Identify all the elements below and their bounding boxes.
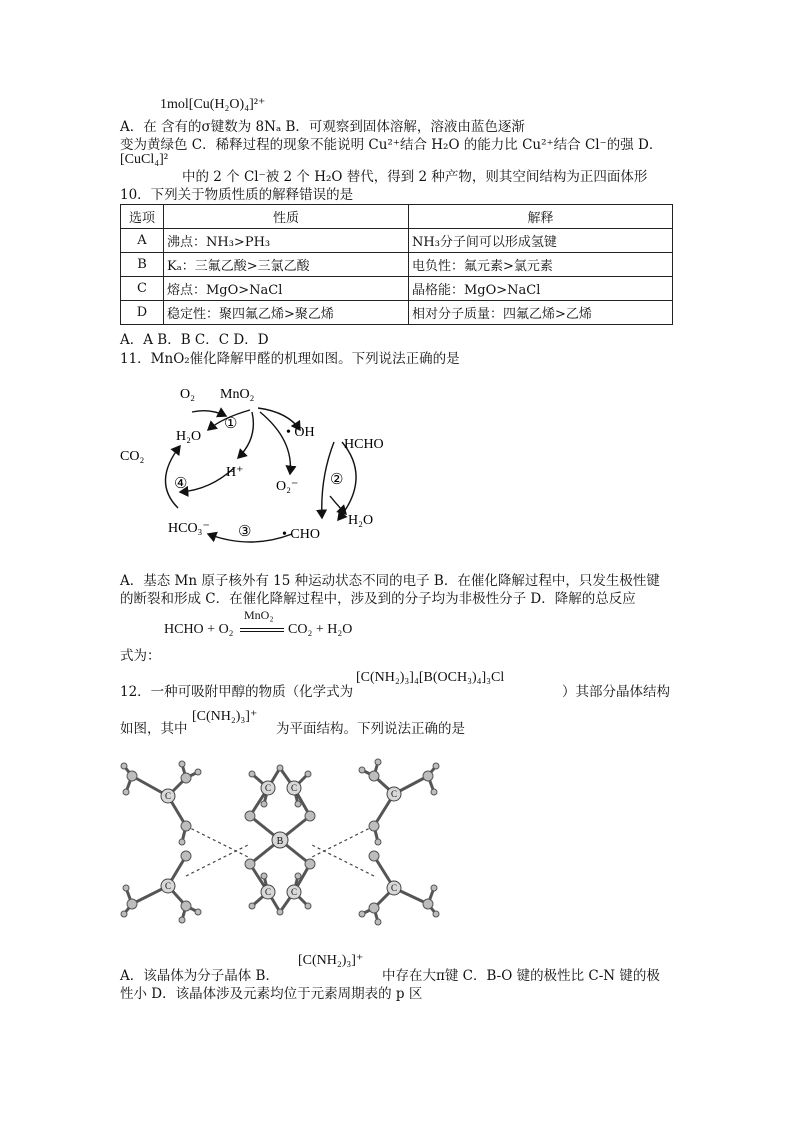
q12-formula-ion: [C(NH₂)₃]⁺ [192,709,258,724]
atom-c-label: C [290,887,298,897]
atom-c-label: C [290,783,298,793]
cell-property: 熔点：MgO>NaCl [164,277,409,301]
arrow-to-o2minus [260,412,290,474]
cell-explanation: NH₃分子间可以形成氢键 [409,229,673,253]
q12-formula-ion-inline: [C(NH₂)₃]⁺ [298,953,364,968]
q10-table [120,204,673,325]
q10-options: A．A B．B C．C D．D [120,332,269,348]
q12-stem-a: 12．一种可吸附甲醇的物质（化学式为 [120,684,354,700]
q12-line-b: 性小 D．该晶体涉及元素均位于元素周期表的 p 区 [120,986,423,1002]
atom-c-label: C [390,789,398,799]
table-header-row [121,205,673,229]
cell-property: 沸点：NH₃>PH₃ [164,229,409,253]
label-hcho: HCHO [344,437,384,452]
atom-c-label: C [264,783,272,793]
header-option: 选项 [121,205,164,229]
q12-crystal-structure [112,752,452,927]
label-mno2: MnO₂ [220,387,255,402]
q9-line-1: A．在 含有的σ键数为 8Nₐ B．可观察到固体溶解，溶液由蓝色逐渐 [120,119,525,135]
q12-line-a: A．该晶体为分子晶体 B． [120,968,279,984]
atom-b-label: B [276,836,284,847]
atom-c-label: C [164,791,172,801]
label-h2o-top: H₂O [176,429,202,444]
cell-option: C [121,277,164,301]
q12-stem-c: 如图，其中 [120,721,188,737]
q11-line-2: 的断裂和形成 C．在催化降解过程中，涉及到的分子均为非极性分子 D．降解的总反应 [120,591,636,607]
label-hco3: HCO₃⁻ [168,521,210,536]
label-o2: O₂ [180,387,195,402]
q9-line-3: 中的 2 个 Cl⁻被 2 个 H₂O 替代，得到 2 种产物，则其空间结构为正四面体形 [182,169,648,185]
table-row [121,301,673,325]
cell-option: D [121,301,164,325]
cell-option: A [121,229,164,253]
q9-formula-a: 1mol[Cu(H₂O)₄]²⁺ [160,97,266,112]
q10-stem: 10．下列关于物质性质的解释错误的是 [120,187,354,203]
label-cho: • CHO [282,527,320,542]
q12-line-a2: 中存在大π键 C．B-O 键的极性比 C-N 键的极 [382,968,660,984]
cell-explanation: 电负性：氟元素>氯元素 [409,253,673,277]
label-h2o-right: H₂O [348,513,374,528]
atom-c-label: C [164,881,172,891]
label-o2minus: O₂⁻ [276,479,299,494]
atom-c-label: C [264,887,272,897]
q11-stem: 11．MnO₂催化降解甲醛的机理如图。下列说法正确的是 [120,351,460,367]
label-step2: ② [330,472,344,488]
atom-c-label: C [390,883,398,893]
q9-line-2: 变为黄绿色 C．稀释过程的现象不能说明 Cu²⁺结合 H₂O 的能力比 Cu²⁺结合 Cl⁻的强 D． [120,137,663,153]
q12-formula-main: [C(NH₂)₃]₄[B(OCH₃)₄]₃Cl [356,670,505,685]
cell-explanation: 相对分子质量：四氟乙烯>乙烯 [409,301,673,325]
q12-stem-b: ）其部分晶体结构 [562,684,670,700]
q11-equation-right: CO₂ + H₂O [288,622,353,637]
q11-line-1: A．基态 Mn 原子核外有 15 种运动状态不同的电子 B．在催化降解过程中，只发生极性键 [120,573,660,589]
label-step1: ① [224,416,238,432]
label-hplus: H⁺ [226,465,244,480]
label-co2: CO₂ [120,449,145,464]
header-explanation: 解释 [409,205,673,229]
q11-equation-bar-top [240,628,284,629]
cell-explanation: 晶格能：MgO>NaCl [409,277,673,301]
table-row [121,253,673,277]
q11-equation-catalyst: MnO₂ [244,608,274,622]
table-row [121,229,673,253]
label-step4: ④ [174,476,188,492]
q12-stem-d: 为平面结构。下列说法正确的是 [276,721,465,737]
q11-equation-bar-bottom [240,631,284,632]
arrow-to-hplus [238,412,253,458]
cell-property: 稳定性：聚四氟乙烯>聚乙烯 [164,301,409,325]
cell-option: B [121,253,164,277]
arrow-h2o-out [330,496,346,514]
table-row [121,277,673,301]
q11-line-3: 式为： [120,648,161,664]
q9-formula-d: [CuCl₄]² [120,152,168,167]
arrow-o2-in [192,411,226,416]
q11-mechanism-diagram [110,378,410,558]
header-property: 性质 [164,205,409,229]
label-oh: • OH [286,425,315,440]
cell-property: Kₐ：三氟乙酸>三氯乙酸 [164,253,409,277]
q11-equation-left: HCHO + O₂ [164,622,234,637]
label-step3: ③ [238,524,252,540]
